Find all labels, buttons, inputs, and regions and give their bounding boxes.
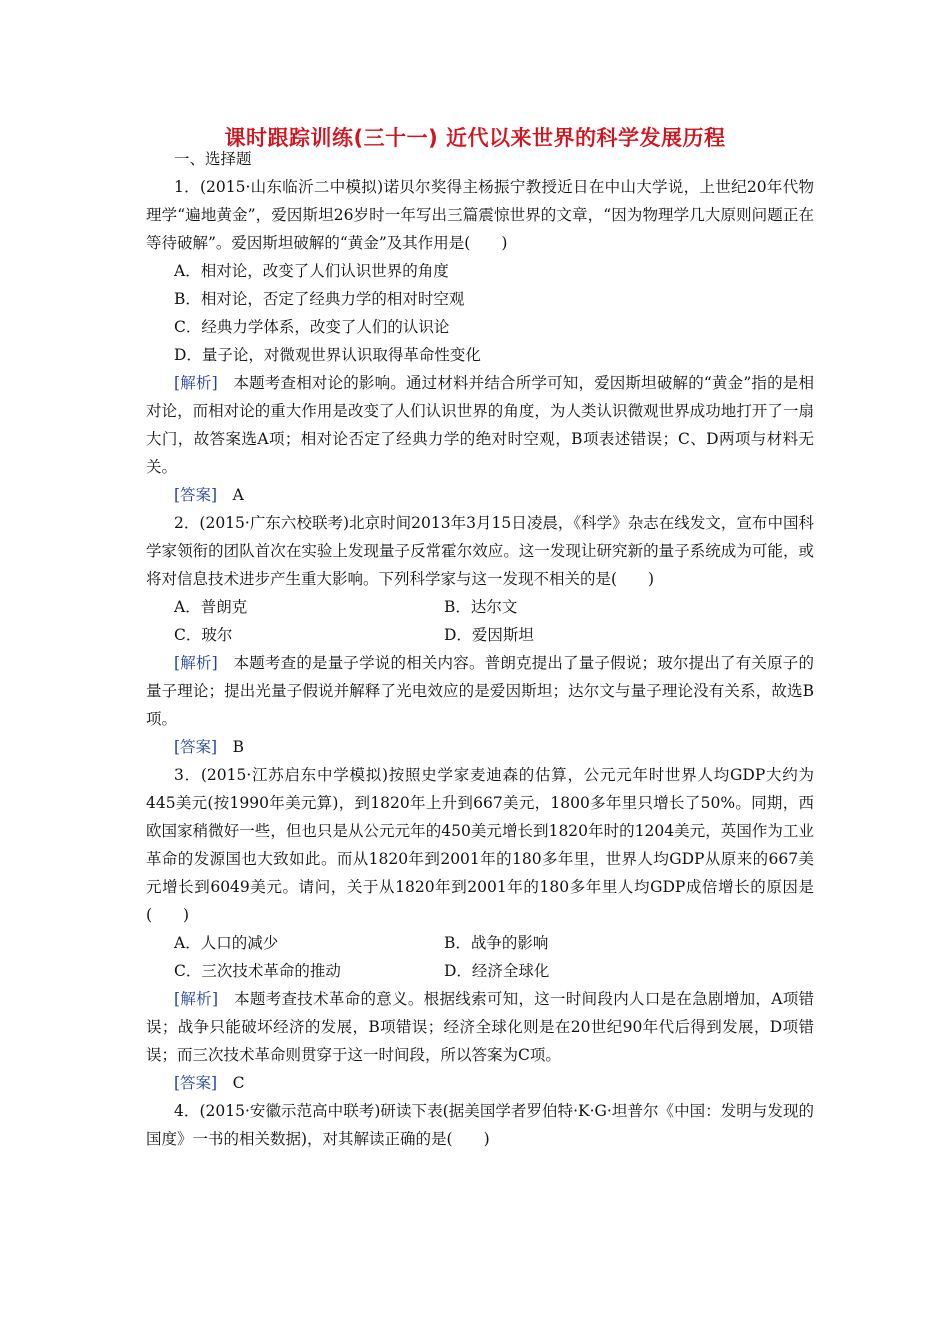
answer-tag: [答案] [174, 738, 218, 756]
answer-value: C [232, 1074, 245, 1092]
analysis-text: 本题考查相对论的影响。通过材料并结合所学可知，爱因斯坦破解的“黄金”指的是相对论，而相对论的重大作用是改变了人们认识世界的角度，为人类认识微观世界成功地打开了一扇大门，故答案选A项；相对论否定了经典力学的绝对时空观，B项表述错误；C、D两项与材料无关。 [146, 374, 814, 476]
analysis-tag: [解析] [174, 990, 218, 1008]
question-1-option-c: C．经典力学体系，改变了人们的认识论 [174, 318, 450, 336]
question-2-options-row-1 [146, 593, 814, 621]
question-3-option-c: C．三次技术革命的推动 [174, 962, 341, 980]
section-heading: 一、选择题 [174, 150, 252, 168]
answer-value: A [232, 486, 244, 504]
question-2-option-b: B．达尔文 [444, 598, 518, 616]
answer-value: B [232, 738, 245, 756]
question-1-option-d: D．量子论，对微观世界认识取得革命性变化 [174, 346, 481, 364]
question-1-option-b: B．相对论，否定了经典力学的相对时空观 [174, 290, 465, 308]
question-3-option-a: A．人口的减少 [174, 934, 279, 952]
question-3-option-b: B．战争的影响 [444, 934, 549, 952]
answer-tag: [答案] [174, 1074, 218, 1092]
question-2-answer [146, 733, 814, 761]
question-1-analysis [146, 369, 814, 481]
question-2-options-row-2 [146, 621, 814, 649]
analysis-text: 本题考查的是量子学说的相关内容。普朗克提出了量子假说；玻尔提出了有关原子的量子理论；提出光量子假说并解释了光电效应的是爱因斯坦；达尔文与量子理论没有关系，故选B项。 [146, 654, 814, 728]
question-2-stem: 2．(2015·广东六校联考)北京时间2013年3月15日凌晨，《科学》杂志在线发文，宣布中国科学家领衔的团队首次在实验上发现量子反常霍尔效应。这一发现让研究新的量子系统成为可能，或将对信息技术进步产生重大影响。下列科学家与这一发现不相关的是( ) [146, 514, 814, 588]
question-4-stem: 4．(2015·安徽示范高中联考)研读下表(据美国学者罗伯特·K·G·坦普尔《中国：发明与发现的国度》一书的相关数据)，对其解读正确的是( ) [146, 1102, 814, 1148]
question-1-answer [146, 481, 814, 509]
page-title: 课时跟踪训练(三十一) 近代以来世界的科学发展历程 [224, 126, 726, 150]
question-3-stem: 3．(2015·江苏启东中学模拟)按照史学家麦迪森的估算，公元元年时世界人均GDP大约为445美元(按1990年美元算)，到1820年上升到667美元，1800多年里只增长了50%。同期，西欧国家稍微好一些，但也只是从公元元年的450美元增长到1820年时的1204美元，英国作为工业革命的发源国也大致如此。而从1820年到2001年的180多年里，世界人均GDP从原来的667美元增长到6049美元。请问，关于从1820年到2001年的180多年里人均GDP成倍增长的原因是( ) [146, 766, 814, 924]
answer-tag: [答案] [174, 486, 218, 504]
question-2-option-c: C．玻尔 [174, 626, 233, 644]
question-3-option-d: D．经济全球化 [444, 962, 550, 980]
question-3-options-row-1 [146, 929, 814, 957]
question-1-option-a: A．相对论，改变了人们认识世界的角度 [174, 262, 449, 280]
question-3-analysis [146, 985, 814, 1069]
question-2-option-d: D．爱因斯坦 [444, 626, 534, 644]
question-2-analysis [146, 649, 814, 733]
question-3-options-row-2 [146, 957, 814, 985]
question-3-answer [146, 1069, 814, 1097]
analysis-tag: [解析] [174, 654, 218, 672]
document-body [146, 145, 814, 1153]
question-2-option-a: A．普朗克 [174, 598, 248, 616]
question-1-stem: 1．(2015·山东临沂二中模拟)诺贝尔奖得主杨振宁教授近日在中山大学说，上世纪20年代物理学“遍地黄金”，爱因斯坦26岁时一年写出三篇震惊世界的文章，“因为物理学几大原则问题正在等待破解”。爱因斯坦破解的“黄金”及其作用是( ) [146, 178, 814, 252]
analysis-text: 本题考查技术革命的意义。根据线索可知，这一时间段内人口是在急剧增加，A项错误；战争只能破坏经济的发展，B项错误；经济全球化则是在20世纪90年代后得到发展，D项错误；而三次技术革命则贯穿于这一时间段，所以答案为C项。 [146, 990, 814, 1064]
analysis-tag: [解析] [174, 374, 218, 392]
